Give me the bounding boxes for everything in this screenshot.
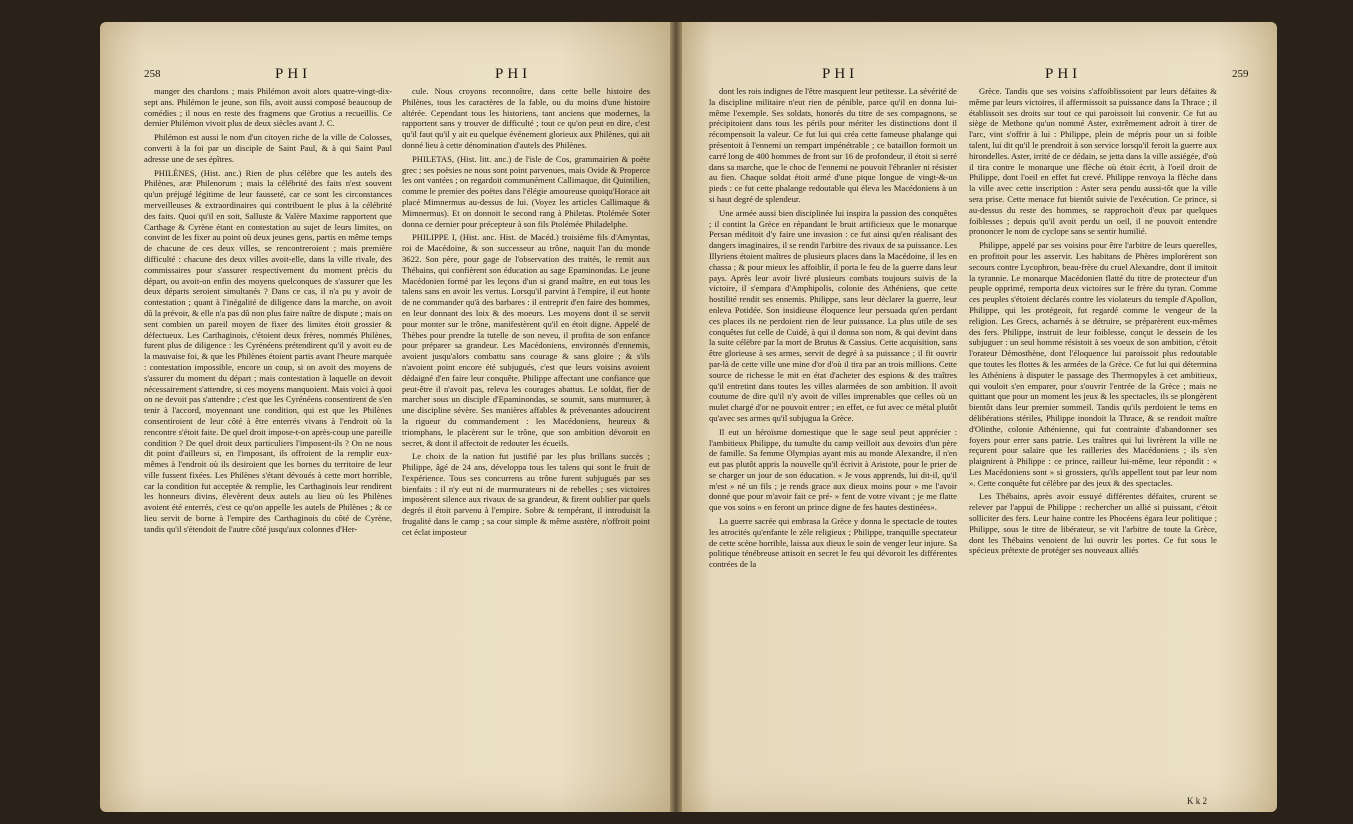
- paragraph: Philémon est aussi le nom d'un citoyen riche de la ville de Colosses, converti à la foi par un disciple de Saint Paul, & à qui Saint Paul adresse une de ses épîtres.: [144, 132, 392, 164]
- right-page: [677, 22, 1277, 812]
- paragraph: cule. Nous croyons reconnoître, dans cette belle histoire des Philènes, tous les caractères de la fable, ou du moins d'une histoire altérée. Cependant tous les historiens, tant anciens que modernes, la rapportent sans y trouver de difficulté ; tout ce qu'on peut en dire, c'est qu'il faut qu'il y ait eu quelque événement glorieux aux Philènes, qui ait donné lieu à cette dénomination d'autels des Philènes.: [402, 86, 650, 150]
- paragraph: Les Thébains, après avoir essuyé différentes défaites, crurent se relever par l'appui de Philippe : rechercher un allié si puissant, c'étoit solliciter des fers. Leur haine contre les Phocéens égara leur politique ; Philippe, sous le titre de libérateur, se vit l'arbitre de toute la Grèce, dont les Thébains venoient de lui ouvrir les portes. Ce fut sous le spécieux prétexte de protéger ses nouveaux alliés: [969, 491, 1217, 556]
- paragraph: manger des chardons ; mais Philémon avoit alors quatre-vingt-dix-sept ans. Philémon le jeune, son fils, avoit aussi composé beaucoup de comédies ; il nous en reste des fragmens que Grotius a recueillis. Ce dernier Philémon vivoit plus de deux siècles avant J. C.: [144, 86, 392, 129]
- paragraph: PHILÈNES, (Hist. anc.) Rien de plus célèbre que les autels des Philènes, aræ Philenorum ; mais la célébrité des faits n'est souvent qu'un préjugé légitime de leur fausseté, car ce sont les circonstances merveilleuses & extraordinaires qui contribuent le plus à la célébrité des faits. Quoi qu'il en soit, Salluste & Valère Maxime rapportent que Carthage & Cyrène étant en contestation au sujet de leurs limites, on convint de les fixer au point où deux jeunes gens, partis en même temps de chacune de ces deux villes, se rencontreroient ; mais première difficulté : chacune des deux villes avoit-elle, dans la ville rivale, des commissaires pour s'assurer respectivement du moment précis du départ, ou avoit-on enfin des moyens quelconques de s'assurer que les deux départs seroient simultanés ? Dans ce cas, il n'a pu y avoir de contestation ; quant à l'inégalité de diligence dans la marche, on avoit dû la prévoir, & elle n'a pas dû non plus faire naître de dispute ; mais on sent combien un pareil moyen de fixer des limites étoit grossier & défectueux. Les Carthaginois, c'étoient deux frères, nommés Philènes, furent plus de diligence : les Cyrénéens prétendirent qu'il y avoit eu de la mauvaise foi, & que les Philènes étoient partis avant l'heure marquée : contestation impossible, encore un coup, si on avoit des moyens de s'assurer du moment du départ ; mais contestation à laquelle on devoit nécessairement s'attendre, si ces moyens manquoient. Mais voici à quoi on ne devoit pas s'attendre ; c'est que les Cyrénéens consentirent de s'en tenir à l'accord, moyennant une condition, qui est que les Philènes consentiroient de leur côté à être enterrés vivans à l'endroit où la rencontre s'étoit faite. De quel droit impose-t-on après-coup une pareille condition ? De quel droit deux particuliers l'imposent-ils ? On ne nous dit point d'ailleurs si, en l'imposant, ils offroient de la remplir eux-mêmes à l'endroit où ils desiroient que les bornes du territoire de leur ville fussent fixées. Les Philènes s'étant dévoués à cette mort horrible, car la condition fut acceptée & remplie, les Carthaginois leur rendirent les honneurs divins, élevèrent deux autels au lieu où les Philènes avoient été enterrés, c'est ce qu'on appelle les autels de Philènes ; & ce lieu servit de borne à l'empire des Carthaginois du côté de Cyrène, tandis qu'il s'étendoit de l'autre côté jusqu'aux colonnes d'Her-: [144, 167, 392, 534]
- paragraph: dont les rois indignes de l'être masquent leur petitesse. La sévérité de la discipline militaire n'eut rien de pénible, parce qu'il en donna lui-même l'exemple. Ses soldats, honorés du titre de ses compagnons, se précipitoient dans tous les périls pour mériter les distinctions dont il récompensoit la valeur. Ce fut lui qui créa cette fameuse phalange qui présentoit à l'ennemi un rempart impénétrable ; ce bataillon formoit un carré long de 400 hommes de front sur 16 de profondeur, il étoit si serré dans sa marche, que le choc de l'ennemi ne pouvoit l'ébranler ni résister au fien. Chaque soldat étoit armé d'une pique longue de vingt-&-un pieds : ce fut cette phalange redoutable qui éleva les Macédoniens à un si haut degré de splendeur.: [709, 86, 957, 204]
- signature-mark: K k 2: [1187, 796, 1207, 806]
- text-column-right: [969, 86, 1217, 798]
- running-head-left: PHI: [275, 66, 312, 82]
- page-number: 259: [1232, 68, 1249, 80]
- book-gutter: [670, 22, 682, 812]
- text-column-right: [402, 86, 650, 798]
- paragraph: Philippe, appelé par ses voisins pour être l'arbitre de leurs querelles, en profitoit pour les asservir. Les habitans de Phères implorèrent son secours contre Lycophron, beau-frère du cruel Alexandre, dont il imitoit la tyrannie. Le monarque Macédonien flatté du titre de protecteur d'un peuple opprimé, remporta deux victoires sur le frère du tyran. Comme ces peuples s'étoient déclarés contre les violateurs du temple d'Apollon, Philippe, qui les protégeoit, fut regardé comme le vengeur de la religion. Les Grecs, acharnés à se détruire, se préparèrent eux-mêmes des fers. Philippe, instruit de leur foiblesse, conçut le dessein de les subjuguer : un seul homme résistoit à ses voeux de son ambition, c'étoit l'orateur Démosthène, dont l'éloquence lui paroissoit plus redoutable que toutes les flottes & les armées de la Grèce. Ce fut lui qui détermina les Athéniens à disputer le passage des Thermopyles à cet ambitieux, qui vouloit s'en emparer, pour s'ouvrir l'entrée de la Grèce ; mais ne quittant que pour un moment les jeux & les spectacles, ils se plongèrent bientôt dans leur premier sommeil. Tandis qu'ils perdoient le tems en délibérations stériles, Philippe inondoit la Thrace, & se rendoit maître d'Olinthe, colonie Athénienne, qui fut contrainte d'abandonner ses foyers pour errer sans patrie. Les traîtres qui lui livrèrent la ville ne reçurent pour salaire que les railleries des Macédoniens ; ils s'en plaignirent à Philippe : ce prince, railleur lui-même, leur répondit : « Les Macédoniens sont » si grossiers, qu'ils appellent tout par leur nom ». Cette conquête fut célèbre par des jeux & des spectacles.: [969, 240, 1217, 488]
- running-head-left: PHI: [822, 66, 859, 82]
- paragraph: La guerre sacrée qui embrasa la Grèce y donna le spectacle de toutes les atrocités qu'enfante le zèle religieux ; Philippe, tranquille spectateur de cette scène horrible, laissa aux dieux le soin de venger leur injure. Sa politique ténébreuse attisoit en secret le feu qui dévoroit les différentes contrées de la: [709, 516, 957, 570]
- running-head-right: PHI: [1045, 66, 1082, 82]
- paragraph: Grèce. Tandis que ses voisins s'affoiblissoient par leurs défaites & même par leurs victoires, il affermissoit sa puissance dans la Thrace ; il établissoit ses droits sur tout ce qui paroissoit lui convenir. Ce fut au siège de Methone qu'un nommé Aster, extrêmement adroit à tirer de l'arc, vint s'offrir à lui : Philippe, plein de mépris pour un si foible talent, lui dit qu'il le prendroit à son service lorsqu'il feroit la guerre aux hirondelles. Aster, irrité de ce dédain, se jetta dans la ville assiégée, d'où il tira contre le monarque une flèche où étoit écrit, à l'oeil droit de Philippe, dont l'oeil en effet fut crevé. Philippe renvoya la flèche dans la ville avec cette inscription : Aster sera pendu aussi-tôt que la ville sera prise. Cette menace fut bientôt suivie de l'exécution. Ce prince, si au-dessus du reste des hommes, se rapprochoit d'eux par quelques foiblesses ; depuis qu'il avoit perdu un oeil, il ne pouvoit entendre prononcer le nom de cyclope sans se sentir humilié.: [969, 86, 1217, 237]
- paragraph: Une armée aussi bien disciplinée lui inspira la passion des conquêtes ; il contint la Grèce en répandant le bruit artificieux que le monarque Persan méditoit d'y faire une invasion : ce fut ainsi qu'en réalisant des dangers imaginaires, il se rendit l'arbitre des rivaux de sa puissance. Les Illyriens étoient maîtres de plusieurs places dans la Macédoine, il les en chassa ; & pour mieux les affoiblir, il porta le feu de la guerre dans leur pays. Après leur avoir livré plusieurs combats toujours suivis de la victoire, il s'empara d'Amphipolis, colonie des Athéniens, que cette hostilité rendit ses ennemis. Philippe, sans leur déclarer la guerre, leur enleva Potidée. Son insidieuse éloquence leur persuada qu'en perdant ces places ils ne perdoient rien de leur puissance. La plus utile de ses conquêtes fut celle de Cuidé, à qui il donna son nom, & qui devint dans la suite célèbre par la mort de Brutus & Cassius. Cette acquisition, sans être glorieuse à ses armes, servit de degré à sa puissance ; il fit ouvrir par-là de cette ville une mine d'or d'où il tira par an trois millions. Cette source de richesse le mit en état d'acheter des espions & des traîtres qu'il entretint dans toutes les villes alarmées de son ambition. Il avoit coutume de dire qu'il n'y avoit de villes imprenables que celles où un mulet chargé d'or ne pouvoit entrer ; en effet, ce fut avec ce métal plutôt qu'avec ses armes qu'il subjugua la Grèce.: [709, 207, 957, 423]
- paragraph: PHILIPPE I, (Hist. anc. Hist. de Macéd.) troisième fils d'Amyntas, roi de Macédoine, & son successeur au trône, naquit l'an du monde 3622. Son père, pour gage de l'observation des traités, le remit aux Thébains, qui confièrent son éducation au sage Epaminondas. Le jeune Macédonien formé par les leçons d'un si grand maître, en eut tous les talens sans en avoir les vertus. Lorsqu'il parvint à l'empire, il eut honte de ne commander qu'à des barbares : il entreprit d'en faire des hommes, en leur donnant des loix & des moeurs. Les moyens dont il se servit pour monter sur le trône, manifestèrent qu'il en étoit digne. Appelé de Thèbes pour prendre la tutelle de son neveu, il profita de son enfance pour préparer sa grandeur. Les Macédoniens, environnés d'ennemis, avoient jusqu'alors combattu sans courage & sans gloire ; & s'ils n'avoient point encore été subjugués, c'est que leurs voisins avoient dédaigné d'en faire leur conquête. Philippe affectant une confiance que peut-être il n'avoit pas, releva les courages abattus. Le soldat, fier de marcher sous un disciple d'Epaminondas, se soumit, sans murmurer, à une discipline sévère. Ses manières affables & prévenantes adoucirent la rigueur du commandement : les Macédoniens, heureux & triomphans, le placèrent sur le trône, que son ambition dévoroit en secret, & dont il affectoit de redouter les écueils.: [402, 232, 650, 448]
- paragraph: Le choix de la nation fut justifié par les plus brillans succès ; Philippe, âgé de 24 ans, développa tous les talens qui sont le fruit de l'expérience. Tous ses concurrens au trône furent subjugués par ses bienfaits : il n'y eut ni de murmurateurs ni de rebelles ; ses victoires imposèrent silence aux rivaux de sa grandeur, & firent oublier par quels degrés il étoit parvenu à l'empire. Sobre & tempérant, il introduisit la frugalité dans le camp ; sa cour simple & même austère, n'offroit point cet éclat imposteur: [402, 451, 650, 537]
- paragraph: Il eut un héroïsme domestique que le sage seul peut apprécier : l'ambitieux Philippe, du tumulte du camp veilloit aux devoirs d'un père de famille. Sa femme Olympias ayant mis au monde Alexandre, il n'en eut pas plutôt appris la nouvelle qu'il écrivit à Aristote, pour le prier de se charger un jour de son éducation. « Je vous apprends, lui dit-il, qu'il m'est » né un fils ; je rends grace aux dieux moins pour » me l'avoir donné que pour m'avoir fait ce pré- » fent de votre vivant ; je me flatte que vos soins » en feront un prince digne de fes hautes destinées».: [709, 426, 957, 513]
- left-page: [100, 22, 675, 812]
- text-column-left: [144, 86, 392, 798]
- paragraph: PHILETAS, (Hist. litt. anc.) de l'isle de Cos, grammairien & poëte grec ; ses poësies ne nous sont point parvenues, mais Ovide & Properce les ont vantées ; on regardoit communément Callimaque, dit Quintilien, comme le premier des poëtes dans l'élégie amoureuse quoiqu'Horace ait placé Mimnermus au-dessus de lui. (Voyez les articles Callimaque & Mimnermus). Et on donnoit le second rang à Philetas. Ptolémée Soter donna ce dernier pour précepteur à son fils Ptolémée Philadelphe.: [402, 153, 650, 229]
- running-head-right: PHI: [495, 66, 532, 82]
- page-number: 258: [144, 68, 161, 80]
- text-column-left: [709, 86, 957, 798]
